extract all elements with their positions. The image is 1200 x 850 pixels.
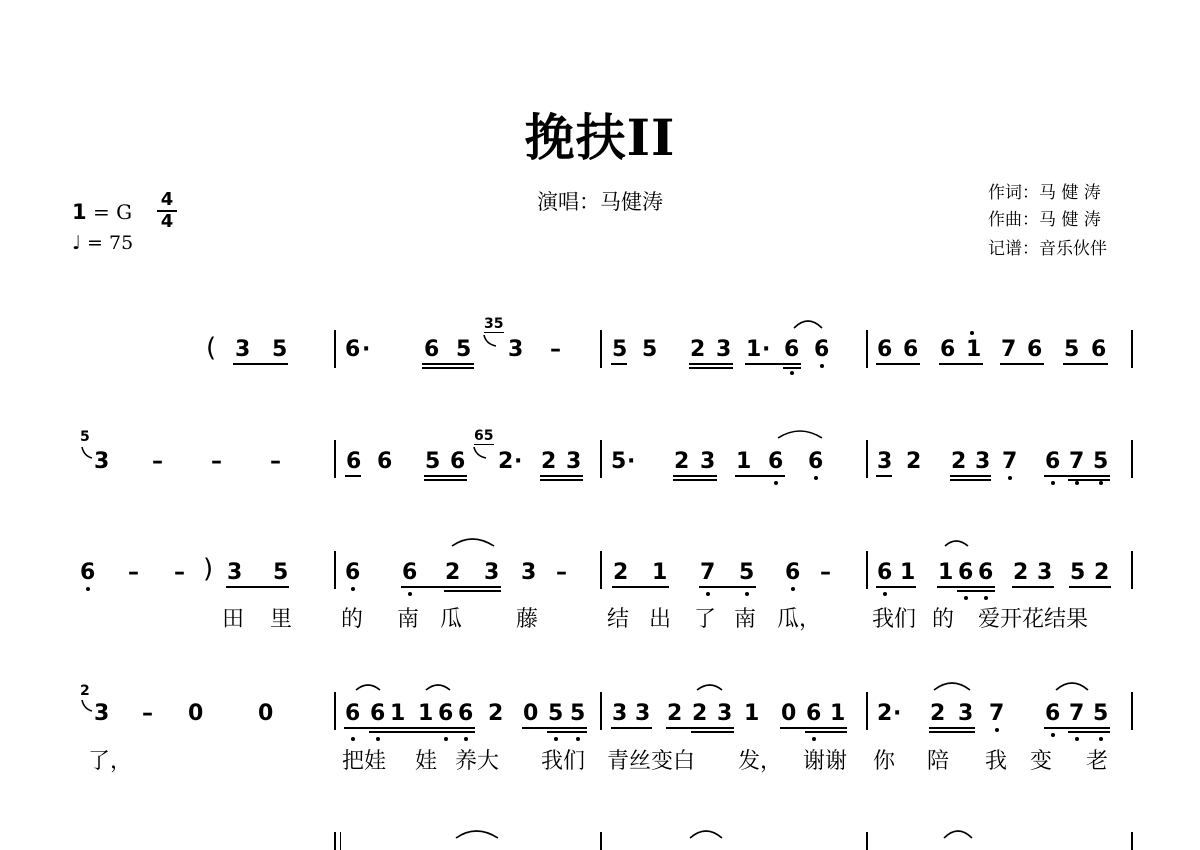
note: 6: [784, 337, 800, 362]
augmentation-dot: ·: [627, 449, 636, 474]
dash: –: [270, 449, 281, 474]
augmentation-dot: ·: [893, 701, 902, 726]
slur: [456, 831, 498, 838]
lyric: 变: [1030, 749, 1053, 774]
note: 6: [940, 337, 956, 362]
note: 6: [345, 701, 361, 726]
song-title: 挽扶II: [524, 108, 676, 167]
slur: [697, 685, 722, 690]
note: 3: [94, 701, 110, 726]
note: 6: [377, 449, 393, 474]
note: 6: [785, 560, 801, 585]
note: 2: [930, 701, 946, 726]
note: 2: [541, 449, 557, 474]
grace-notes: 2: [80, 683, 90, 699]
note: 2: [488, 701, 504, 726]
rest: 0: [523, 701, 539, 726]
rest: 0: [258, 701, 274, 726]
note: 5: [425, 449, 441, 474]
dash: –: [152, 449, 163, 474]
note: 2: [1094, 560, 1110, 585]
grace-slur: [474, 447, 486, 458]
note: 5: [739, 560, 755, 585]
note: 3: [612, 701, 628, 726]
lyric: 了，: [88, 749, 133, 774]
note: 7: [1069, 449, 1085, 474]
note: 5: [642, 337, 658, 362]
note: 3: [566, 449, 582, 474]
note: 6: [814, 337, 830, 362]
note: 2: [674, 449, 690, 474]
note: 6: [438, 701, 454, 726]
key-note: 1: [72, 200, 87, 224]
note: 5: [548, 701, 564, 726]
lyric: 老: [1086, 749, 1109, 774]
note: 5: [273, 560, 289, 585]
slur: [794, 321, 822, 328]
tempo-value: = 75: [87, 232, 134, 254]
grace-slur: [82, 700, 92, 711]
note: 5: [611, 449, 627, 474]
lyric: 谢谢: [803, 749, 848, 774]
grace-notes: 35: [484, 316, 504, 332]
note: 3: [235, 337, 251, 362]
transcriber-credit: 记谱：音乐伙伴: [988, 239, 1107, 259]
lyric: 里: [270, 607, 293, 632]
time-denominator: 4: [160, 211, 174, 232]
quarter-note-icon: ♩: [72, 232, 81, 254]
lyric: 青丝变白: [607, 749, 696, 774]
note: 5: [612, 337, 628, 362]
note: 6: [450, 449, 466, 474]
lyric: 陪: [927, 749, 950, 774]
note: 2: [690, 337, 706, 362]
note: 6: [345, 337, 361, 362]
lyric: 娃: [415, 749, 438, 774]
grace-slur: [484, 335, 496, 346]
note: 6: [458, 701, 474, 726]
lyric: 我们: [872, 607, 917, 632]
note: 6: [877, 560, 893, 585]
note: 2: [498, 449, 514, 474]
paren-close: ): [203, 554, 214, 584]
note: 2: [1013, 560, 1029, 585]
note: 6: [958, 560, 974, 585]
note: 5: [1093, 701, 1109, 726]
note: 1: [830, 701, 846, 726]
slur: [934, 683, 970, 690]
lyric: 南: [397, 607, 420, 632]
lyric: 田: [222, 607, 245, 632]
note: 6: [1027, 337, 1043, 362]
lyric: 的: [932, 607, 955, 632]
augmentation-dot: ·: [762, 337, 771, 362]
slur: [944, 831, 972, 838]
note: 6: [370, 701, 386, 726]
dash: –: [556, 560, 567, 585]
note: 1: [652, 560, 668, 585]
note: 3: [508, 337, 524, 362]
note: 2: [877, 701, 893, 726]
lyric: 我们: [541, 749, 586, 774]
note: 6: [978, 560, 994, 585]
note: 2: [951, 449, 967, 474]
lyric: 藤: [516, 607, 539, 632]
note: 1: [736, 449, 752, 474]
note: 3: [975, 449, 991, 474]
lyric: 结: [607, 607, 630, 632]
dash: –: [142, 701, 153, 726]
note: 7: [700, 560, 716, 585]
note: 3: [1037, 560, 1053, 585]
slur: [426, 685, 450, 690]
note: 7: [1069, 701, 1085, 726]
note: 7: [1002, 449, 1018, 474]
note: 3: [484, 560, 500, 585]
note: 6: [808, 449, 824, 474]
note: 2: [445, 560, 461, 585]
dash: –: [174, 560, 185, 585]
key-name: = G: [92, 200, 133, 224]
dash: –: [128, 560, 139, 585]
note: 6: [806, 701, 822, 726]
slur: [778, 431, 822, 438]
note: 6: [346, 449, 362, 474]
lyric: 南: [734, 607, 757, 632]
note-high: 1: [966, 337, 982, 362]
note: 3: [521, 560, 537, 585]
lyricist-credit: 作词：马 健 涛: [988, 183, 1101, 203]
grace-slur: [82, 447, 92, 458]
note: 6: [768, 449, 784, 474]
note: 3: [877, 449, 893, 474]
note: 6: [1091, 337, 1107, 362]
augmentation-dot: ·: [514, 449, 523, 474]
singer-credit: 演唱：马健涛: [537, 190, 663, 214]
note: 1: [938, 560, 954, 585]
note: 1: [746, 337, 762, 362]
note: 3: [94, 449, 110, 474]
note: 3: [717, 701, 733, 726]
slur: [1056, 683, 1088, 690]
lyric: 发，: [738, 749, 783, 774]
dash: –: [211, 449, 222, 474]
note: 3: [958, 701, 974, 726]
slur: [452, 539, 494, 546]
note: 5: [272, 337, 288, 362]
dash: –: [820, 560, 831, 585]
rest: 0: [781, 701, 797, 726]
slur: [690, 831, 722, 838]
note: 7: [989, 701, 1005, 726]
note: 6: [424, 337, 440, 362]
lyric: 把娃: [342, 749, 387, 774]
note: 1: [418, 701, 434, 726]
slur: [356, 685, 380, 690]
lyric: 我: [985, 749, 1008, 774]
note: 5: [456, 337, 472, 362]
slur: [945, 541, 968, 546]
note: 5: [570, 701, 586, 726]
lyric: 养大: [455, 749, 500, 774]
note: 6: [877, 337, 893, 362]
note: 6: [1045, 701, 1061, 726]
note: 1: [744, 701, 760, 726]
note: 3: [700, 449, 716, 474]
note: 5: [1064, 337, 1080, 362]
augmentation-dot: ·: [362, 337, 371, 362]
note: 1: [390, 701, 406, 726]
note: 1: [900, 560, 916, 585]
note: 6: [345, 560, 361, 585]
lyric: 你: [873, 749, 896, 774]
note: 6: [903, 337, 919, 362]
note: 3: [716, 337, 732, 362]
note: 3: [635, 701, 651, 726]
note: 2: [613, 560, 629, 585]
note: 6: [402, 560, 418, 585]
composer-credit: 作曲：马 健 涛: [988, 210, 1101, 230]
lyric: 出: [649, 607, 672, 632]
note: 6: [80, 560, 96, 585]
note: 2: [906, 449, 922, 474]
paren-open: (: [206, 333, 217, 363]
grace-notes: 65: [474, 428, 494, 444]
lyric: 爱开花结果: [978, 607, 1089, 632]
dash: –: [550, 337, 561, 362]
grace-notes: 5: [80, 429, 90, 445]
time-numerator: 4: [160, 189, 174, 210]
rest: 0: [188, 701, 204, 726]
high-octave-dot: [970, 331, 974, 335]
note: 5: [1093, 449, 1109, 474]
note: 3: [227, 560, 243, 585]
lyric: 了: [694, 607, 717, 632]
note: 6: [1045, 449, 1061, 474]
note: 2: [692, 701, 708, 726]
note: 5: [1070, 560, 1086, 585]
lyric: 瓜，: [777, 607, 822, 632]
lyric: 瓜: [440, 607, 463, 632]
note: 2: [667, 701, 683, 726]
note: 7: [1001, 337, 1017, 362]
lyric: 的: [341, 607, 364, 632]
